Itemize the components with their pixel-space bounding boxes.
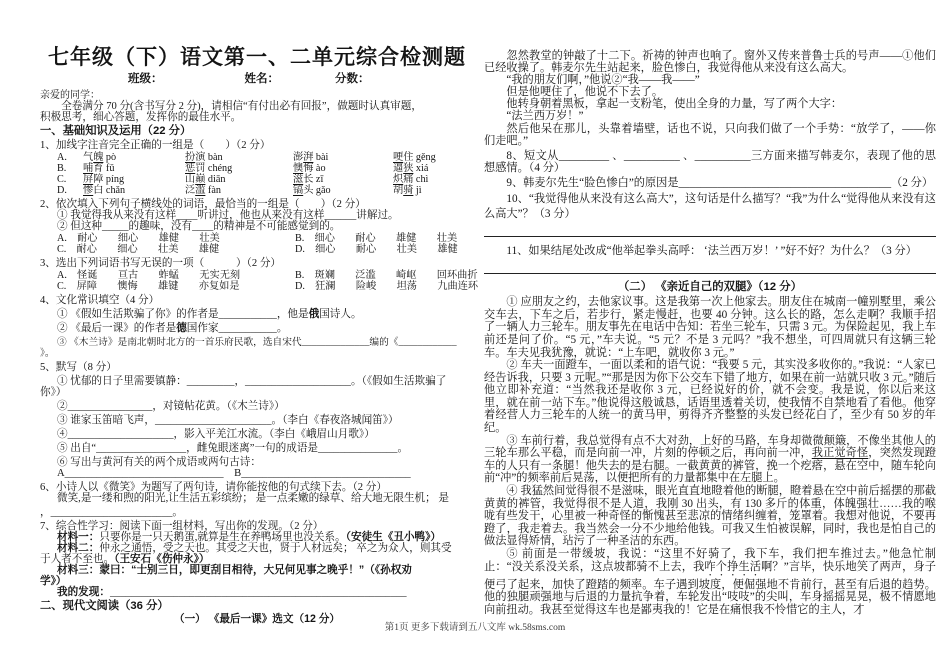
option-item: 惨白 chǎn bbox=[83, 185, 126, 196]
option-item: 泛滥 fàn bbox=[185, 185, 221, 196]
left-column-body bbox=[40, 90, 479, 625]
option-item: D. 狂澜 险峻 坦荡 九曲连环 bbox=[295, 281, 479, 292]
passage-paragraph: ② 车夫一面蹬车，一面以柔和的语气说：“我要 5 元，其实没多收你的。”我说：“人家已经告诉我，只要 3 元呢。”“那是因为你下公交车下错了地方，如果在前一站就只收 3 元。”随后他立即补充道：“当然我还是收你 3 元，已经说好的价，就不会变。我是说，你以后来这里，就在前一站下车。”他说得这般诚恳，话语里透着关切，使我情不自禁地看了看他。他穿着经营人力三轮车的人统一的黄马甲，剪得齐齐整整的头发已经花白了，至少有 50 岁的年纪。 bbox=[484, 359, 936, 435]
option-item: A. bbox=[57, 152, 67, 163]
question-line: 微笑,是一缕和煦的阳光,让生活五彩缤纷； 是一点柔嫩的绿草、给大地无限生机； 是 bbox=[57, 493, 449, 504]
question-stem: 5、默写（8 分） bbox=[40, 362, 117, 373]
divider bbox=[484, 273, 936, 274]
question-line: 8、短文从_________ 、__________ 、__________三方面来描写韩麦尔，表现了他的思想感情。（4 分） bbox=[484, 149, 936, 174]
material-line: 于人者不至也。（王安石《伤仲永》） bbox=[40, 553, 210, 565]
question-line: ，_______________________。 bbox=[40, 507, 184, 518]
passage-paragraph: ④ 我猛然间觉得很不是滋味，眼光直直地瞪着他的断腿，瞪着悬在空中前后摇摆的那截黄黄的裤管，我觉得很不是人道，我刚 30 出头，有 130 多斤的体重，体魄强壮……我的喉咙有些发干，心里被一种奇怪的惭愧甚至悲凉的情绪纠缠着，笼罩着。我想对他说，不要再蹬了，我走着去。我当然会一分不少地给他钱。可我又生怕被误解，同时，我也是怕自己的做法显得矫情，玷污了一种圣洁的东西。 bbox=[484, 485, 936, 548]
passage-paragraph: 忽然教堂的钟敲了十二下。祈祷的钟声也响了。窗外又传来普鲁士兵的号声——①他们已经收操了。韩麦尔先生站起来，脸色惨白，我觉得他从来没有这么高大。 bbox=[484, 50, 936, 75]
name-field-label: 姓名： bbox=[244, 73, 279, 85]
passage-paragraph: 但是他哽住了，他说不下去了。 bbox=[506, 86, 664, 99]
question-line: ② 但这种_____的趣味，没有____的精神是不可能感觉到的。 bbox=[57, 221, 341, 232]
passage-paragraph: 他转身朝着黑板，拿起一支粉笔，使出全身的力量，写了两个大字： bbox=[506, 98, 843, 111]
option-item: C. 屏障 懊悔 雄键 亦复如是 bbox=[57, 281, 240, 292]
option-item: D. 细心 耐心 壮美 雄健 bbox=[295, 244, 458, 255]
question-stem: 3、选出下列词语书写无误的一项（ ）（2 分） bbox=[40, 258, 282, 269]
student-fields bbox=[128, 74, 474, 85]
left-column bbox=[40, 46, 479, 625]
question-stem: 2、依次填入下列句子横线处的词语，最恰当的一组是（ ）（2 分） bbox=[40, 199, 366, 210]
passage-paragraph: ① 应朋友之约，去他家议事。这是我第一次上他家去。朋友住在城南一幢别墅里，乘公交车去，下车之后，若步行，紧走慢赶，也要 40 分钟。这么长的路，怎么走啊？我顺手招了一辆人力三轮车。朋友事先在电话中告知：若坐三轮车，只需 3 元。为保险起见，我上车前还是问了价。“5 元，”车夫说。“5 元？不是 3 元吗？”我不想坐，可四周就只有这辆三轮车。车夫见我犹豫，就说：“上车吧，就收你 3 元。” bbox=[484, 296, 936, 359]
q3-options bbox=[40, 270, 479, 292]
intro-line: 积极思考，细心答题，发挥你的最佳水平。 bbox=[40, 112, 242, 123]
question-stem: 4、文化常识填空（4 分） bbox=[40, 295, 160, 306]
divider bbox=[484, 236, 936, 237]
question-line: ⑥ 写出与黄河有关的两个成语或两句古诗： bbox=[57, 457, 261, 468]
option-item: 扮演 bàn bbox=[185, 152, 223, 163]
option-item: C. bbox=[57, 174, 67, 185]
class-field-label: 班级： bbox=[128, 73, 163, 85]
option-item: 哺育 fǔ bbox=[83, 163, 115, 174]
intro-line: 全卷满分 70 分(含书写分 2 分)，请相信“有付出必有回报”，做题时认真审题， bbox=[61, 101, 422, 112]
question-line: ②________________，对镜帖花黄。（《木兰诗》） bbox=[57, 401, 285, 412]
option-item: 山巅 diān bbox=[185, 174, 226, 185]
right-column-body bbox=[484, 50, 936, 616]
passage-paragraph: 然后他呆在那儿，头靠着墙壁，话也不说，只向我们做了一个手势：“放学了，——你们走吧。” bbox=[484, 122, 936, 147]
q1-options bbox=[40, 152, 474, 196]
question-line: ③ 《木兰诗》是南北朝时北方的一首乐府民歌，选自宋代______________编的《____________ bbox=[57, 337, 457, 348]
material-line: 材料一：只要你是一只天鹅蛋,就算是生在养鸭场里也没关系。（安徒生《丑小鸭》） bbox=[57, 531, 442, 543]
option-item: 滋长 zī bbox=[293, 174, 324, 185]
passage-heading: （二） 《亲近自己的双腿》（12 分） bbox=[617, 281, 803, 294]
option-item: 镐头 gǎo bbox=[293, 185, 331, 196]
option-item: 胡骑 jì bbox=[393, 185, 422, 196]
material-line: 材料三：蒙曰：“士别三日，即更刮目相待，大兄何见事之晚乎！”（《孙权劝 bbox=[57, 564, 412, 576]
question-line: ① 忧郁的日子里需要镇静：_________，____________________。（《假如生活欺骗了 bbox=[57, 376, 447, 387]
question-line: A______________________________ B________________________________ bbox=[57, 468, 411, 479]
right-column bbox=[484, 50, 936, 616]
option-item: 哽住 gěng bbox=[393, 152, 436, 163]
option-item: 气魄 pò bbox=[83, 152, 117, 163]
passage-paragraph: “法兰西万岁！” bbox=[506, 110, 584, 123]
option-item: 炽痛 chì bbox=[393, 174, 429, 185]
section-heading: 一、基础知识及运用（22 分） bbox=[40, 125, 192, 137]
option-item: 澎湃 bài bbox=[293, 152, 329, 163]
question-line: 11、如果结尾处改成“他举起拳头高呼： ‘法兰西万岁！’ ”好不好？为什么？（3 分） bbox=[506, 245, 917, 258]
option-item: B. bbox=[57, 163, 67, 174]
option-item: 懊悔 ào bbox=[293, 163, 326, 174]
question-line: ④____________________，影入平羌江水流。（李白《峨眉山月歌》） bbox=[57, 429, 375, 440]
option-item: B. 斑斓 泛滥 崎岖 回环曲折 bbox=[295, 270, 478, 281]
material-line: 学》） bbox=[40, 575, 67, 587]
passage-paragraph: ③ 车前行着，我总觉得有点不大对劲，上好的马路，车身却微微颠簸，不像坐其他人的三轮车那么平稳，而是向前一冲，片刻的停顿之后，再向前一冲，我正觉奇怪，突然发现蹬车的人只有一条腿！他失去的是右腿。一截黄黄的裤管，挽一个疙瘩，悬在空中，随车轮向前“冲”的频率前后晃荡，以便把所有的力量都集中在左腿上。 bbox=[484, 434, 936, 485]
option-item: 逼狭 xiá bbox=[393, 163, 429, 174]
option-item: 屏障 píng bbox=[83, 174, 125, 185]
question-line: 》。 bbox=[40, 348, 55, 359]
greeting-line: 亲爱的同学： bbox=[40, 90, 100, 101]
material-line: 材料二：仲永之通悟，受之天也。其受之天也，贤于人材远矣； 卒之为众人，则其受 bbox=[57, 542, 452, 554]
question-line: ⑤ 出自“_________________，雌兔眼迷离”一句的成语是_______________。 bbox=[57, 443, 409, 454]
question-line: 10、“我觉得他从来没有这么高大”，这句话是什么描写？“我”为什么“觉得他从来没有这么高大”？（3 分） bbox=[484, 193, 936, 221]
q2-options bbox=[40, 233, 474, 255]
question-line: ③ 谁家玉笛暗飞声，______________________。（李白《春夜洛城闻笛》） bbox=[57, 415, 399, 426]
question-line: ② 《最后一课》的作者是德国作家___________。 bbox=[57, 322, 288, 334]
question-line: 9、韩麦尔先生“脸色惨白”的原因是______________________________________（2 分） bbox=[506, 176, 934, 189]
question-line: ① 《假如生活欺骗了你》的作者是___________，他是俄国诗人。 bbox=[57, 308, 362, 320]
question-stem: 6、小诗人以《微笑》为题写了两句诗，请你能按他的句式续下去。（2 分） bbox=[40, 482, 387, 493]
question-line: ① 我觉得我从来没有这样____听讲过，他也从来没有这样______讲解过。 bbox=[57, 210, 399, 221]
option-item: A. 耐心 细心 雄健 壮美 bbox=[57, 233, 220, 244]
option-item: C. 耐心 细心 壮美 雄健 bbox=[57, 244, 220, 255]
question-stem: 7、综合性学习：阅读下面一组材料，写出你的发现。（2 分） bbox=[40, 521, 324, 532]
passage-paragraph: “我的朋友们啊，”他说②“我——我——” bbox=[506, 74, 700, 87]
option-item: 惩罚 chéng bbox=[185, 163, 233, 174]
passage-paragraph: ⑤ 前面是一带缓坡，我说：“这里不好骑了，我下车，我们把车推过去。”他急忙制止：“没关系没关系，这点坡都骑不上去，我咋个挣生活啊？”言毕，快乐地笑了两声，身子便弓了起来，加快了蹬踏的频率。车子遇到坡度，便倔强地不肯前行，甚至有后退的趋势。他的独腿顽强地与后退的力量抗争着，车轮发出“吱吱”的尖叫，车身摇摇晃晃，极不情愿地向前扭动。我甚至觉得这车也是鄙夷我的！它是在痛恨我不怜惜它的主人，才 bbox=[484, 548, 936, 616]
option-item: D. bbox=[57, 185, 67, 196]
page-footer: 第1页 更多下载请到五八文库 wk.58sms.com bbox=[384, 623, 566, 633]
section-heading: 二、现代文阅读（36 分） bbox=[40, 600, 169, 612]
question-stem: 1、加线字注音完全正确的一组是（ ）（2 分） bbox=[40, 140, 271, 151]
exam-title: 七年级（下）语文第一、二单元综合检测题 bbox=[48, 46, 466, 69]
passage-heading: （一） 《最后一课》选文（12 分） bbox=[174, 613, 340, 625]
option-item: B. 细心 耐心 雄健 壮美 bbox=[295, 233, 458, 244]
option-item: A. 怪诞 亘古 蚱蜢 无实无刻 bbox=[57, 270, 241, 281]
score-field-label: 分数： bbox=[335, 73, 370, 85]
question-line: 你》） bbox=[40, 387, 67, 398]
question-line: 我的发现：________________________________________________________ bbox=[57, 586, 407, 598]
